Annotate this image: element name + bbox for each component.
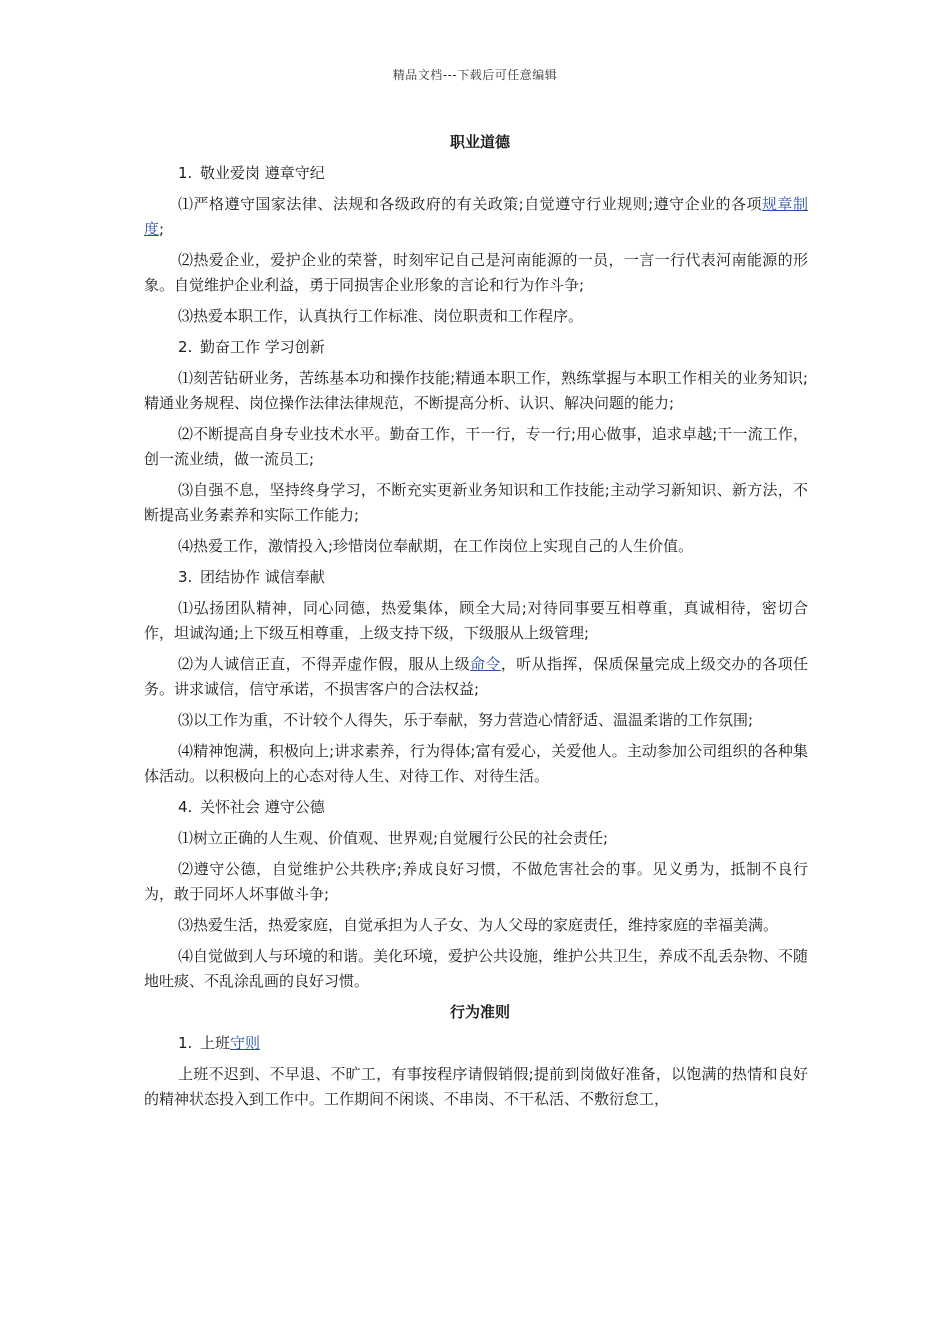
item-text-end: ，听从指挥，保质保量完成上级交办的各项任务。讲求诚信，信守承诺，不损害客户的合法权益; xyxy=(144,655,808,698)
ethics-heading-4 xyxy=(144,795,808,820)
heading-number: 1. xyxy=(178,1034,193,1052)
conduct-1-text: 上班不迟到、不早退、不旷工，有事按程序请假销假;提前到岗做好准备，以饱满的热情和良好的精神状态投入到工作中。工作期间不闲谈、不串岗、不干私活、不敷衍怠工， xyxy=(144,1065,808,1108)
conduct-title: 行为准则 xyxy=(449,1003,510,1021)
ethics-4-item-3: ⑶热爱生活，热爱家庭，自觉承担为人子女、为人父母的家庭责任，维持家庭的幸福美满。 xyxy=(178,916,779,934)
header-note: 精品文档---下载后可任意编辑 xyxy=(392,68,558,82)
ethics-2-item-3: ⑶自强不息，坚持终身学习，不断充实更新业务知识和工作技能;主动学习新知识、新方法，不断提高业务素养和实际工作能力; xyxy=(144,481,808,524)
heading-number: 2. xyxy=(178,338,193,356)
heading-text: 敬业爱岗 遵章守纪 xyxy=(200,164,325,182)
ethics-2-item-1: ⑴刻苦钻研业务，苦练基本功和操作技能;精通本职工作，熟练掌握与本职工作相关的业务知识;精通业务规程、岗位操作法律法律规范，不断提高分析、认识、解决问题的能力; xyxy=(144,369,808,412)
heading-text: 团结协作 诚信奉献 xyxy=(200,568,325,586)
link-rules[interactable]: 守则 xyxy=(230,1034,261,1052)
ethics-heading-2 xyxy=(144,335,808,360)
ethics-title: 职业道德 xyxy=(449,133,510,151)
ethics-heading-3 xyxy=(144,565,808,590)
ethics-heading-1 xyxy=(144,161,808,186)
heading-number: 1. xyxy=(178,164,193,182)
ethics-1-item-2: ⑵热爱企业，爱护企业的荣誉，时刻牢记自己是河南能源的一员，一言一行代表河南能源的形象。自觉维护企业利益，勇于同损害企业形象的言论和行为作斗争; xyxy=(144,251,808,294)
link-rules-regulations[interactable]: 规章制度 xyxy=(144,195,808,238)
ethics-1-item-1 xyxy=(144,192,808,242)
ethics-3-item-1: ⑴弘扬团队精神，同心同德，热爱集体，顾全大局;对待同事要互相尊重，真诚相待，密切合作，坦诚沟通;上下级互相尊重，上级支持下级，下级服从上级管理; xyxy=(144,599,808,642)
ethics-4-item-2: ⑵遵守公德，自觉维护公共秩序;养成良好习惯，不做危害社会的事。见义勇为，抵制不良行为，敢于同坏人坏事做斗争; xyxy=(144,860,808,903)
heading-text: 关怀社会 遵守公德 xyxy=(200,798,325,816)
item-text: ⑴严格遵守国家法律、法规和各级政府的有关政策;自觉遵守行业规则;遵守企业的各项 xyxy=(178,195,763,213)
heading-number: 3. xyxy=(178,568,193,586)
heading-text: 勤奋工作 学习创新 xyxy=(200,338,325,356)
ethics-4-item-1: ⑴树立正确的人生观、价值观、世界观;自觉履行公民的社会责任; xyxy=(178,829,609,847)
ethics-2-item-4: ⑷热爱工作，激情投入;珍惜岗位奉献期，在工作岗位上实现自己的人生价值。 xyxy=(178,537,694,555)
ethics-2-item-2: ⑵不断提高自身专业技术水平。勤奋工作，干一行，专一行;用心做事，追求卓越;干一流工作，创一流业绩，做一流员工; xyxy=(144,425,808,468)
ethics-4-item-4: ⑷自觉做到人与环境的和谐。美化环境，爱护公共设施，维护公共卫生，养成不乱丢杂物、不随地吐痰、不乱涂乱画的良好习惯。 xyxy=(144,947,809,990)
ethics-3-item-3: ⑶以工作为重，不计较个人得失，乐于奉献，努力营造心情舒适、温温柔谐的工作氛围; xyxy=(178,711,754,729)
ethics-3-item-4: ⑷精神饱满，积极向上;讲求素养，行为得体;富有爱心，关爱他人。主动参加公司组织的各种集体活动。以积极向上的心态对待人生、对待工作、对待生活。 xyxy=(144,742,808,785)
ethics-3-item-2 xyxy=(144,652,808,702)
item-text: ⑵为人诚信正直，不得弄虚作假，服从上级 xyxy=(178,655,471,673)
conduct-heading-1 xyxy=(144,1031,808,1056)
ethics-1-item-3: ⑶热爱本职工作，认真执行工作标准、岗位职责和工作程序。 xyxy=(178,307,584,325)
document-content xyxy=(144,130,808,1118)
heading-text: 上班 xyxy=(200,1034,231,1052)
heading-number: 4. xyxy=(178,798,193,816)
link-command[interactable]: 命令 xyxy=(470,655,501,673)
item-text-end: ; xyxy=(159,220,165,238)
